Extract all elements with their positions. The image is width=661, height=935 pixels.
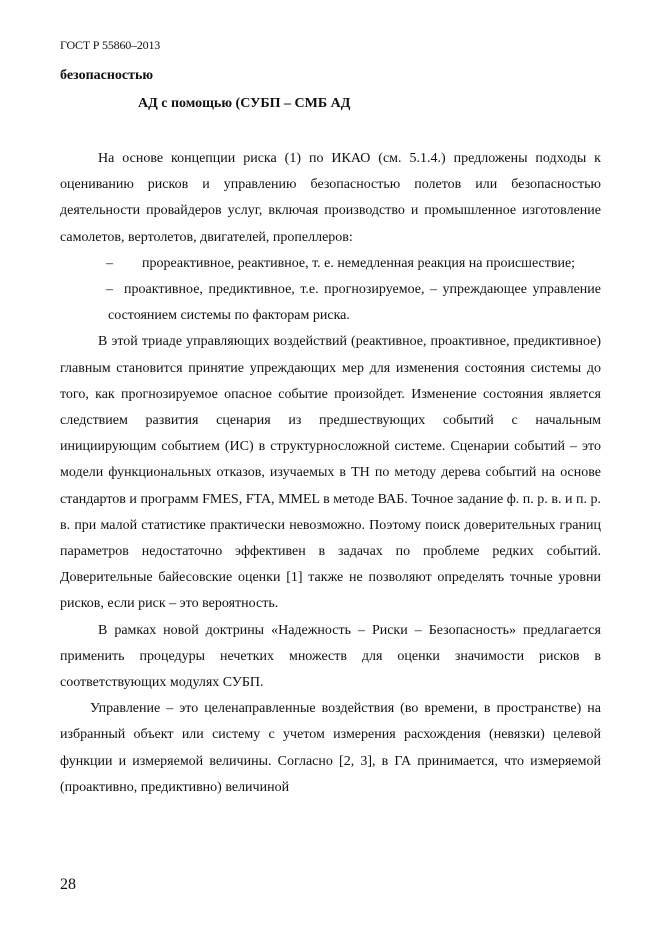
- section-heading-line-1: безопасностью: [60, 68, 154, 83]
- list-item: [60, 251, 601, 277]
- list-item-text: прореактивное, реактивное, т. е. немедленная реакция на происшествие;: [142, 255, 576, 271]
- paragraph: Управление – это целенаправленные воздействия (во времени, в пространстве) на избранный объект или систему с учетом измерения расхождения (невязки) целевой функции и измеряемой величины. Согласно [2, 3], в ГА принимается, что измеряемой (проактивно, предиктивно) величиной: [60, 701, 601, 795]
- paragraph: В этой триаде управляющих воздействий (реактивное, проактивное, предиктивное) главным становится принятие упреждающих мер для изменения состояния системы до того, как прогнозируемое опасное событие произойдет. Изменение состояния является следствием развития сценария из предшествующих событий с начальным инициирующим событием (ИС) в структурносложной системе. Сценарии событий – это модели функциональных отказов, изучаемых в ТН по методу дерева событий на основе стандартов и программ FMES, FTA, MMEL в методе ВАБ. Точное задание ф. п. р. в. и п. р. в. при малой статистике практически невозможно. Поэтому поиск доверительных границ параметров недостаточно эффективен в задачах по проблеме редких событий. Доверительные байесовские оценки [1] также не позволяют определять точные уровни рисков, если риск – это вероятность.: [60, 334, 601, 612]
- paragraph: На основе концепции риска (1) по ИКАО (см. 5.1.4.) предложены подходы к оцениванию рисков и управлению безопасностью полетов или безопасностью деятельности провайдеров услуг, включая производство и промышленное изготовление самолетов, вертолетов, двигателей, пропеллеров:: [60, 151, 601, 245]
- page-number: 28: [60, 876, 76, 893]
- list-item: [60, 277, 601, 329]
- list-dash: –: [106, 282, 113, 298]
- section-heading-line-2: АД с помощью (СУБП – СМБ АД: [138, 96, 351, 111]
- document-code: ГОСТ Р 55860–2013: [60, 38, 161, 52]
- list-item-text: проактивное, предиктивное, т.е. прогнозируемое, – упреждающее управление состоянием системы по факторам риска.: [108, 282, 601, 324]
- list-dash: –: [106, 255, 113, 271]
- paragraph: В рамках новой доктрины «Надежность – Риски – Безопасность» предлагается применить процедуры нечетких множеств для оценки значимости рисков в соответствующих модулях СУБП.: [60, 622, 601, 691]
- body-text: [60, 146, 601, 801]
